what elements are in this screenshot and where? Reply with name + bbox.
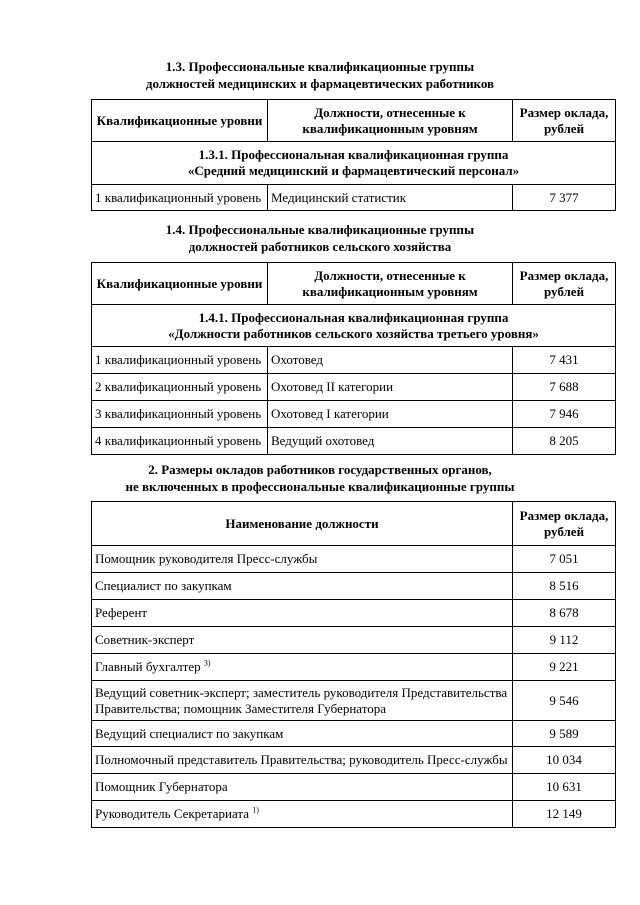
header-qualification-levels: Квалификационные уровни <box>92 100 268 142</box>
position-cell: Ведущий советник-эксперт; заместитель руководителя Представительства Правительства; помощник Заместителя Губернатора <box>92 681 513 721</box>
header-salary: Размер оклада, рублей <box>513 263 616 305</box>
position-cell: Советник-эксперт <box>92 627 513 654</box>
table-header-row <box>92 502 616 546</box>
position-cell: Охотовед II категории <box>268 374 513 401</box>
table-row <box>92 347 616 374</box>
salary-cell: 7 377 <box>513 185 616 211</box>
salary-cell: 9 112 <box>513 627 616 654</box>
section-2-title <box>0 461 640 495</box>
table-header-row <box>92 263 616 305</box>
table-1-4 <box>91 262 616 455</box>
position-cell: Руководитель Секретариата $^{1)}$ <box>92 801 513 828</box>
header-salary: Размер оклада, рублей <box>513 100 616 142</box>
level-cell: 2 квалификационный уровень <box>92 374 268 401</box>
position-cell: Специалист по закупкам <box>92 573 513 600</box>
table-row <box>92 428 616 455</box>
table-row <box>92 627 616 654</box>
header-qualification-levels: Квалификационные уровни <box>92 263 268 305</box>
salary-cell: 8 678 <box>513 600 616 627</box>
table-row <box>92 654 616 681</box>
position-cell: Помощник руководителя Пресс-службы <box>92 546 513 573</box>
salary-cell: 9 546 <box>513 681 616 721</box>
section-2-title-line1: 2. Размеры окладов работников государственных органов, <box>148 462 492 477</box>
section-2-title-line2: не включенных в профессиональные квалификационные группы <box>125 479 515 494</box>
salary-cell: 7 051 <box>513 546 616 573</box>
table-row <box>92 546 616 573</box>
header-positions: Должности, отнесенные к квалификационным уровням <box>268 263 513 305</box>
table-row <box>92 774 616 801</box>
salary-cell: 9 589 <box>513 721 616 747</box>
table-row <box>92 185 616 211</box>
subgroup-title: 1.3.1. Профессиональная квалификационная группа «Средний медицинский и фармацевтический персонал» <box>92 142 616 185</box>
salary-cell: 10 631 <box>513 774 616 801</box>
header-salary: Размер оклада, рублей <box>513 502 616 546</box>
position-cell: Охотовед I категории <box>268 401 513 428</box>
subgroup-row <box>92 142 616 185</box>
footnote-mark: 1) <box>252 805 259 815</box>
table-row <box>92 747 616 774</box>
salary-cell: 12 149 <box>513 801 616 828</box>
header-position-name: Наименование должности <box>92 502 513 546</box>
level-cell: 1 квалификационный уровень <box>92 185 268 211</box>
table-row <box>92 600 616 627</box>
salary-cell: 8 516 <box>513 573 616 600</box>
position-cell: Ведущий специалист по закупкам <box>92 721 513 747</box>
position-cell: Помощник Губернатора <box>92 774 513 801</box>
subgroup-row <box>92 305 616 347</box>
table-2 <box>91 501 616 828</box>
subgroup-title: 1.4.1. Профессиональная квалификационная группа «Должности работников сельского хозяйства третьего уровня» <box>92 305 616 347</box>
table-header-row <box>92 100 616 142</box>
section-1-3-title-line1: 1.3. Профессиональные квалификационные группы <box>165 59 475 74</box>
level-cell: 3 квалификационный уровень <box>92 401 268 428</box>
level-cell: 4 квалификационный уровень <box>92 428 268 455</box>
table-row <box>92 401 616 428</box>
section-1-4-title <box>0 221 640 255</box>
position-cell: Медицинский статистик <box>268 185 513 211</box>
table-row <box>92 721 616 747</box>
position-cell: Полномочный представитель Правительства; руководитель Пресс-службы <box>92 747 513 774</box>
table-row <box>92 374 616 401</box>
position-cell: Главный бухгалтер $^{3)}$ <box>92 654 513 681</box>
table-row <box>92 573 616 600</box>
position-cell: Референт <box>92 600 513 627</box>
header-positions: Должности, отнесенные к квалификационным уровням <box>268 100 513 142</box>
level-cell: 1 квалификационный уровень <box>92 347 268 374</box>
table-row <box>92 681 616 721</box>
section-1-3-title-line2: должностей медицинских и фармацевтических работников <box>145 76 495 91</box>
section-1-4-title-line2: должностей работников сельского хозяйства <box>188 239 452 254</box>
salary-cell: 7 688 <box>513 374 616 401</box>
position-cell: Ведущий охотовед <box>268 428 513 455</box>
table-row <box>92 801 616 828</box>
table-1-3 <box>91 99 616 211</box>
salary-cell: 7 431 <box>513 347 616 374</box>
salary-cell: 7 946 <box>513 401 616 428</box>
section-1-4-title-line1: 1.4. Профессиональные квалификационные группы <box>165 222 475 237</box>
salary-cell: 9 221 <box>513 654 616 681</box>
footnote-mark: 3) <box>203 658 211 668</box>
salary-cell: 8 205 <box>513 428 616 455</box>
position-cell: Охотовед <box>268 347 513 374</box>
section-1-3-title <box>0 58 640 92</box>
salary-cell: 10 034 <box>513 747 616 774</box>
